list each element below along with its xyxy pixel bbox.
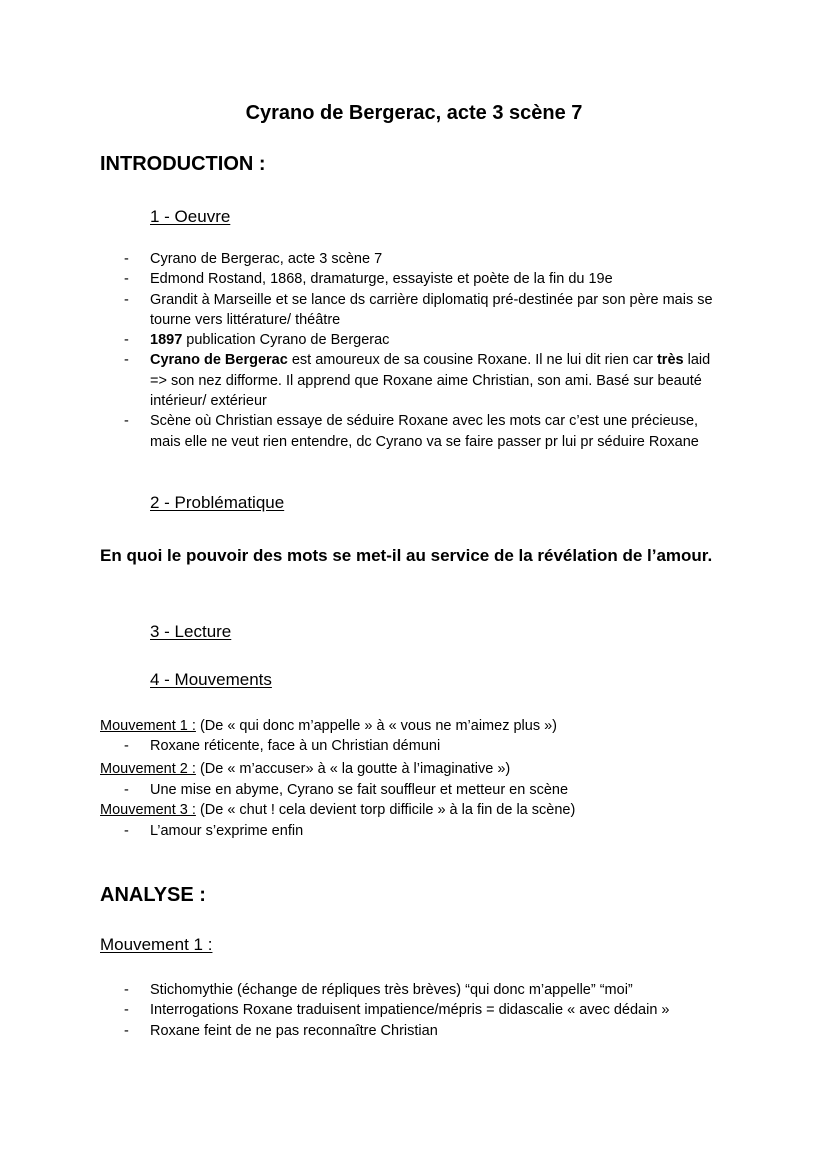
bullet-dash: - (124, 251, 129, 267)
bullet-dash: - (124, 352, 129, 369)
mouvement-3-summary (124, 821, 304, 841)
bullet-bold-year: 1897 (150, 332, 183, 349)
analyse-heading: ANALYSE : (100, 884, 206, 906)
mouvement-1-line (100, 716, 557, 736)
mouvement-3-line (100, 800, 575, 820)
problematique-heading: 2 - Problématique (150, 493, 285, 512)
mouvement-1-label: Mouvement 1 : (100, 718, 196, 734)
list-item (0, 249, 730, 269)
list-item (0, 411, 730, 452)
problematique-text: En quoi le pouvoir des mots se met-il au service de la révélation de l’amour. (100, 546, 713, 565)
analyse-bullet-list (0, 980, 730, 1041)
mouvement-2-range: (De « m’accuser» à « la goutte à l’imaginative ») (195, 761, 511, 777)
bullet-text: Scène où Christian essaye de séduire Roxane avec les mots car c’est une précieuse, mais elle ne veut rien entendre, dc Cyrano va se faire passer pr lui pr séduire Roxane (150, 413, 699, 450)
mouvement-2-summary (124, 780, 569, 800)
list-item (0, 980, 730, 1000)
analyse-mouvement-1-heading: Mouvement 1 : (100, 935, 213, 954)
list-item (0, 290, 730, 331)
bullet-text: Edmond Rostand, 1868, dramaturge, essayiste et poète de la fin du 19e (150, 271, 613, 288)
list-item (0, 350, 730, 411)
bullet-text: Roxane feint de ne pas reconnaître Christian (150, 1022, 438, 1039)
mouvement-3-summary-text: L’amour s’exprime enfin (150, 823, 304, 839)
list-item (0, 330, 730, 350)
bullet-text: Stichomythie (échange de répliques très brèves) “qui donc m’appelle” “moi” (150, 982, 633, 998)
bullet-text-after: laid => son nez difforme. Il apprend que Roxane aime Christian, son ami. Basé sur beauté intérieur/ extérieur (150, 352, 711, 410)
introduction-heading: INTRODUCTION : (100, 153, 266, 175)
oeuvre-heading: 1 - Oeuvre (150, 207, 231, 226)
bullet-bold-word: très (656, 352, 684, 369)
bullet-dash: - (124, 332, 129, 349)
list-item (0, 1000, 730, 1020)
bullet-dash: - (124, 782, 129, 798)
oeuvre-bullet-list (0, 249, 730, 452)
bullet-dash: - (124, 291, 129, 308)
bullet-dash: - (124, 982, 129, 998)
mouvement-2-label: Mouvement 2 : (100, 761, 196, 777)
mouvement-3-range: (De « chut ! cela devient torp difficile » à la fin de la scène) (195, 802, 576, 818)
mouvement-3-label: Mouvement 3 : (100, 802, 196, 818)
bullet-text: Interrogations Roxane traduisent impatience/mépris = didascalie « avec dédain » (150, 1002, 670, 1019)
bullet-bold-name: Cyrano de Bergerac (150, 352, 288, 369)
mouvement-1-summary-text: Roxane réticente, face à un Christian démuni (150, 738, 441, 754)
bullet-dash: - (124, 1022, 129, 1039)
bullet-dash: - (124, 823, 129, 839)
bullet-text: Grandit à Marseille et se lance ds carrière diplomatiq pré-destinée par son père mais se tourne vers littérature/ théâtre (150, 291, 713, 328)
bullet-text: publication Cyrano de Bergerac (182, 332, 390, 349)
bullet-dash: - (124, 1002, 129, 1019)
bullet-text: est amoureux de sa cousine Roxane. Il ne lui dit rien car (287, 352, 657, 369)
mouvement-2-summary-text: Une mise en abyme, Cyrano se fait souffleur et metteur en scène (150, 782, 569, 798)
list-item (0, 1021, 730, 1041)
mouvements-heading: 4 - Mouvements (150, 670, 272, 689)
mouvement-1-range: (De « qui donc m’appelle » à « vous ne m’aimez plus ») (195, 718, 557, 734)
mouvement-1-summary (124, 736, 441, 756)
bullet-dash: - (124, 413, 129, 430)
bullet-dash: - (124, 738, 129, 754)
bullet-dash: - (124, 271, 129, 288)
bullet-text: Cyrano de Bergerac, acte 3 scène 7 (150, 251, 383, 267)
list-item (0, 269, 730, 289)
lecture-heading: 3 - Lecture (150, 622, 232, 641)
mouvement-2-line (100, 759, 510, 779)
document-title: Cyrano de Bergerac, acte 3 scène 7 (245, 102, 583, 124)
